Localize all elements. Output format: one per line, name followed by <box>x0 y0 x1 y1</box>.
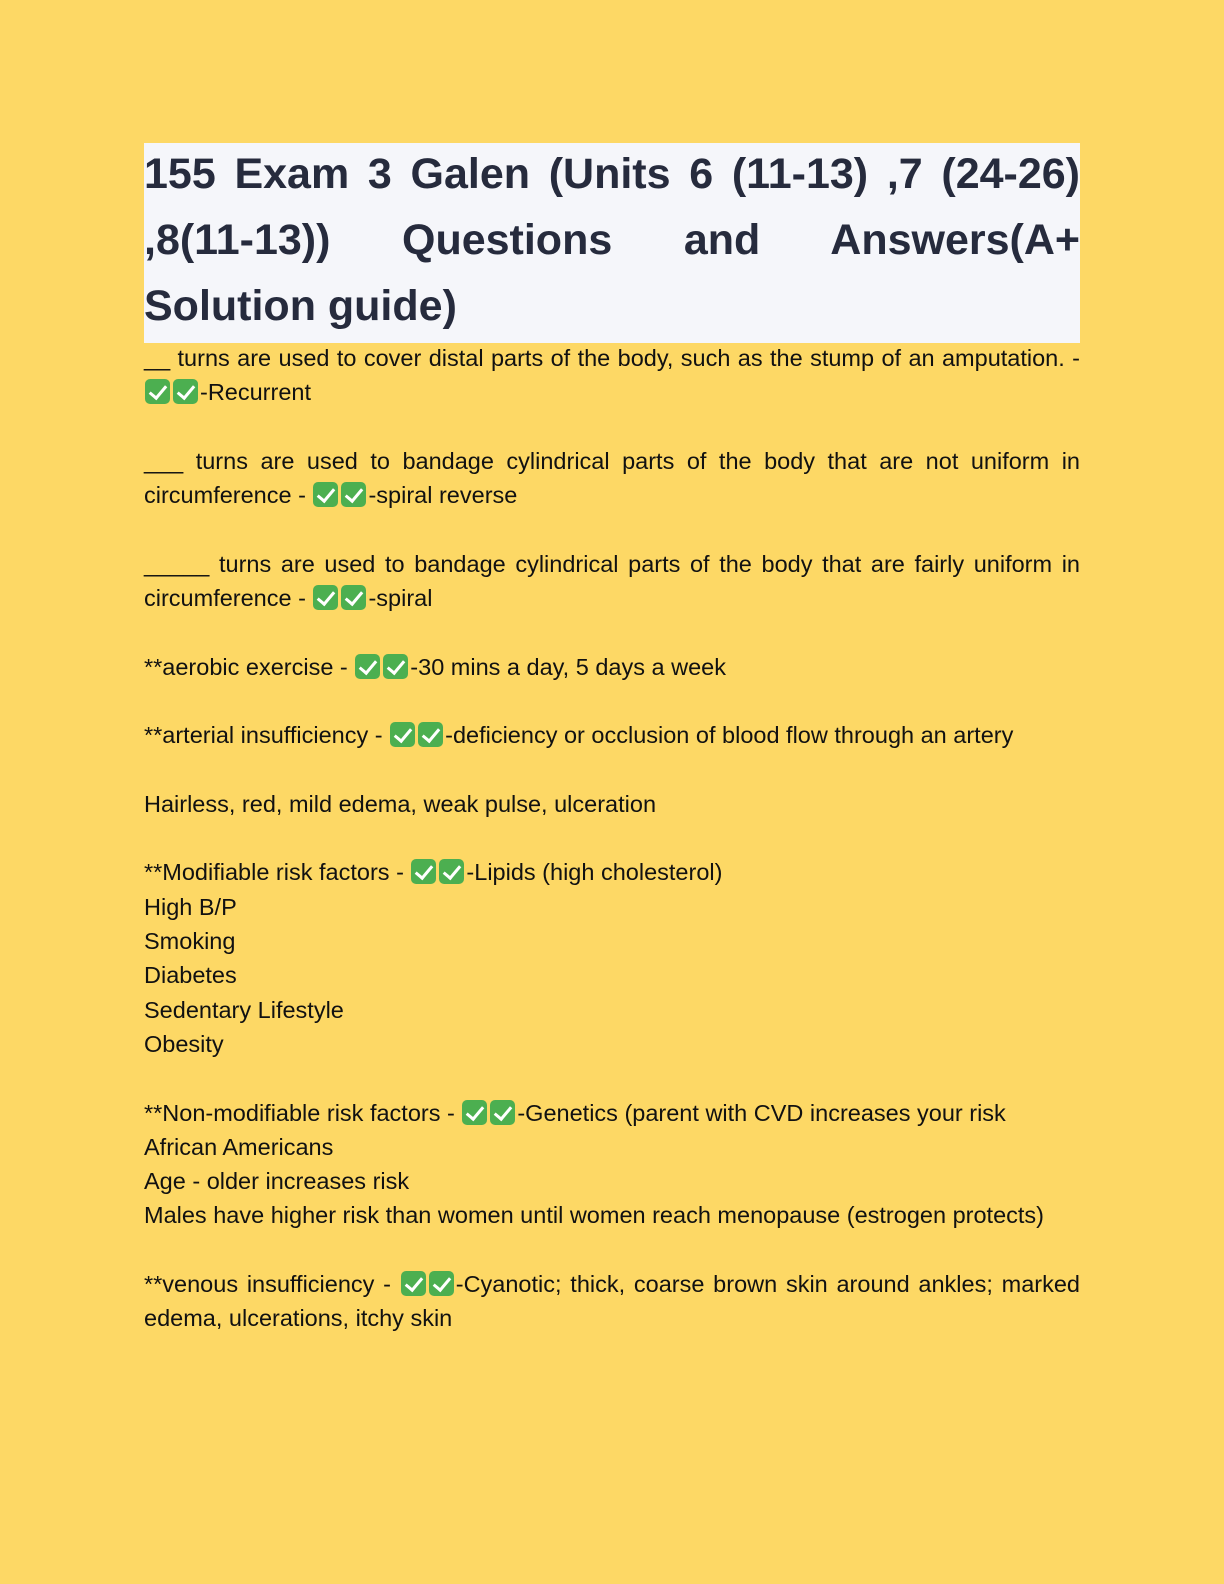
white-heavy-check-mark-icon <box>341 585 366 610</box>
qa-entry <box>144 444 1080 513</box>
white-heavy-check-mark-icon <box>313 585 338 610</box>
qa-entry <box>144 1096 1080 1233</box>
entry-main-text <box>144 341 1080 410</box>
qa-entry <box>144 855 1080 1061</box>
answer-extra-line: Males have higher risk than women until women reach menopause (estrogen protects) <box>144 1202 1044 1229</box>
qa-entry <box>144 341 1080 410</box>
question-text: _____ turns are used to bandage cylindrical parts of the body that are fairly uniform in circumference - <box>144 550 1080 612</box>
answer-text: -Cyanotic; thick, coarse brown skin around ankles; marked edema, ulcerations, itchy skin <box>144 1271 1080 1332</box>
answer-extra-line: High B/P <box>144 893 237 920</box>
white-heavy-check-mark-icon <box>490 1100 515 1125</box>
question-text: **arterial insufficiency - <box>144 722 383 749</box>
answer-text: -deficiency or occlusion of blood flow through an artery <box>445 722 1014 749</box>
entry-main-text <box>144 650 1080 684</box>
entry-main-text <box>144 787 1080 821</box>
white-heavy-check-mark-icon <box>313 482 338 507</box>
white-heavy-check-mark-icon <box>429 1271 454 1296</box>
answer-extra-line: African Americans <box>144 1133 334 1160</box>
qa-entry <box>144 787 1080 821</box>
white-heavy-check-mark-icon <box>173 379 198 404</box>
qa-entry <box>144 1267 1080 1336</box>
question-text: __ turns are used to cover distal parts of the body, such as the stump of an amputation. - <box>144 345 1080 371</box>
answer-text: -Lipids (high cholesterol) <box>466 859 723 886</box>
qa-content <box>144 341 1080 1370</box>
qa-entry <box>144 718 1080 752</box>
white-heavy-check-mark-icon <box>401 1271 426 1296</box>
entry-main-text <box>144 1267 1080 1336</box>
answer-text: -Recurrent <box>200 379 312 406</box>
white-heavy-check-mark-icon <box>439 859 464 884</box>
entry-plain-text: Hairless, red, mild edema, weak pulse, ulceration <box>144 790 657 817</box>
answer-extra-line: Sedentary Lifestyle <box>144 996 344 1023</box>
answer-text: -spiral reverse <box>368 482 518 509</box>
white-heavy-check-mark-icon <box>145 379 170 404</box>
answer-text: -30 mins a day, 5 days a week <box>410 653 726 680</box>
entry-main-text <box>144 718 1080 752</box>
answer-extra-line: Diabetes <box>144 962 237 989</box>
answer-text: -spiral <box>368 585 433 612</box>
white-heavy-check-mark-icon <box>390 722 415 747</box>
entry-main-text <box>144 444 1080 513</box>
question-text: ___ turns are used to bandage cylindrical parts of the body that are not uniform in circumference - <box>144 447 1080 509</box>
answer-extra-line: Age - older increases risk <box>144 1168 410 1195</box>
entry-main-text <box>144 855 1080 889</box>
white-heavy-check-mark-icon <box>341 482 366 507</box>
answer-text: -Genetics (parent with CVD increases your risk <box>517 1099 1006 1126</box>
white-heavy-check-mark-icon <box>418 722 443 747</box>
white-heavy-check-mark-icon <box>355 654 380 679</box>
question-text: **venous insufficiency - <box>144 1271 391 1298</box>
question-text: **Non-modifiable risk factors - <box>144 1099 455 1126</box>
qa-entry <box>144 650 1080 684</box>
white-heavy-check-mark-icon <box>383 654 408 679</box>
question-text: **aerobic exercise - <box>144 653 348 680</box>
entry-main-text <box>144 547 1080 616</box>
white-heavy-check-mark-icon <box>411 859 436 884</box>
entry-main-text <box>144 1096 1080 1130</box>
title-box <box>144 143 1080 343</box>
document-title: 155 Exam 3 Galen (Units 6 (11-13) ,7 (24-26) ,8(11-13)) Questions and Answers(A+ Solution guide) <box>144 150 1080 330</box>
question-text: **Modifiable risk factors - <box>144 859 404 886</box>
answer-extra-line: Obesity <box>144 1030 224 1057</box>
qa-entry <box>144 547 1080 616</box>
white-heavy-check-mark-icon <box>462 1100 487 1125</box>
answer-extra-line: Smoking <box>144 928 236 955</box>
